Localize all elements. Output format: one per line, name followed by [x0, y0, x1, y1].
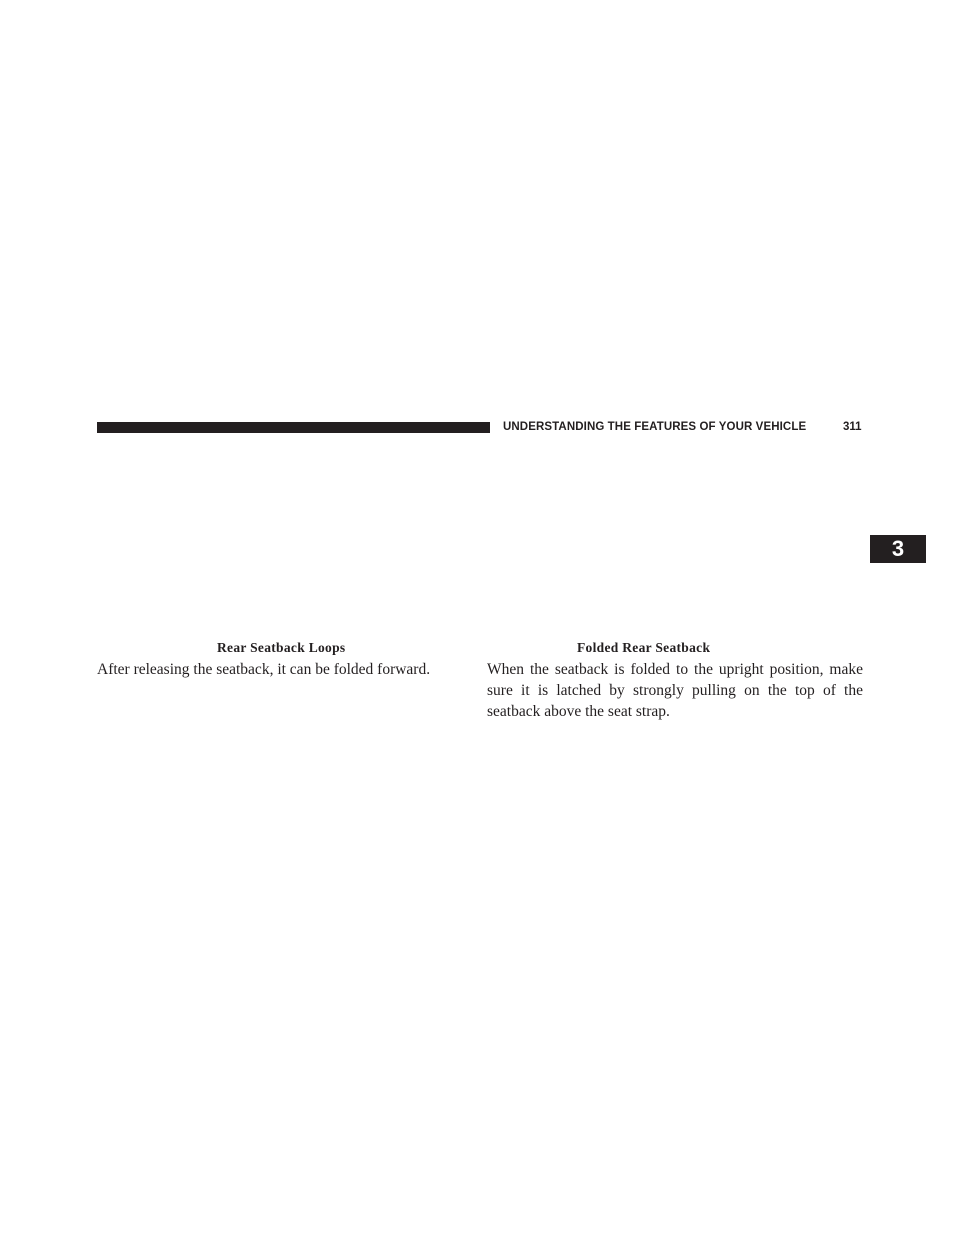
running-header-title: UNDERSTANDING THE FEATURES OF YOUR VEHICLE [503, 421, 807, 433]
right-paragraph: When the seatback is folded to the upright position, make sure it is latched by strongly pulling on the top of the seatback above the seat strap. [487, 661, 863, 720]
figure-caption-folded-rear-seatback: Folded Rear Seatback [577, 640, 711, 655]
figure-caption-rear-seatback-loops: Rear Seatback Loops [217, 640, 346, 655]
page-number: 311 [843, 421, 862, 433]
header-rule [97, 422, 490, 433]
left-paragraph: After releasing the seatback, it can be folded forward. [97, 661, 431, 678]
chapter-tab: 3 [870, 535, 926, 563]
